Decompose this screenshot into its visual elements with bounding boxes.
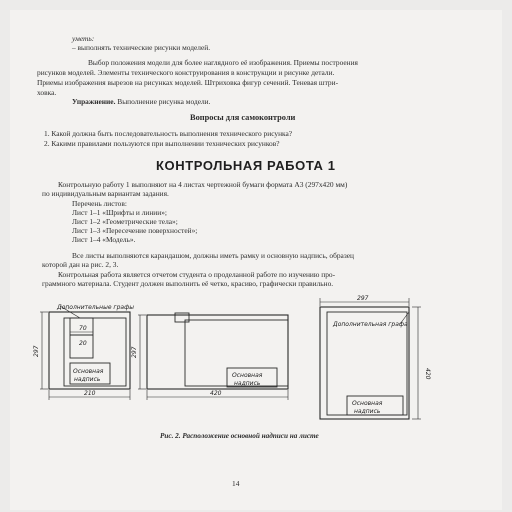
sheet-a3-landscape-outline [147,315,288,389]
stamp-label-line1: Основная [73,368,104,375]
dim-297-left: 297 [33,345,40,357]
para1-line: Выбор положения модели для более наглядного её изображения. Приемы построения [88,58,358,67]
para3-line: Контрольная работа является отчетом студента о проделанной работе по изучению про- [58,270,336,279]
dim-20: 20 [79,340,87,347]
questions-heading: Вопросы для самоконтроли [190,113,296,122]
para2-line: которой дан на рис. 2, 3. [42,260,119,269]
para1-line: Приемы изображения вырезов на рисунках моделей. Штриховка фигур сечений. Теневая штри- [37,78,339,87]
stamp-label-line2: надпись [74,376,101,383]
dim-70: 70 [79,325,87,332]
sheet-item: Лист 1–3 «Пересечение поверхностей»; [72,226,198,235]
para3-line: граммного материала. Студент должен выполнить её четко, красиво, графически правильно. [42,279,334,288]
sheet-item: Лист 1–1 «Шрифты и линии»; [72,208,167,217]
stamp-label-line1: Основная [232,372,263,379]
figure-caption: Рис. 2. Расположение основной надписи на листе [160,432,319,440]
stamp-label-line2: надпись [354,408,381,415]
question-item: 2. Какими правилами пользуются при выполнении технических рисунков? [44,139,280,148]
sheet-item: Лист 1–4 «Модель». [72,235,136,244]
additional-columns-label: Дополнительные графы [57,304,134,311]
stamp-label-line1: Основная [352,400,383,407]
intro-line: Контрольную работу 1 выполняют на 4 листах чертежной бумаги формата А3 (297х420 мм) [58,180,348,189]
additional-column-box [175,313,189,322]
intro-line: по индивидуальным вариантам задания. [42,189,169,198]
additional-column-label: Дополнительная графа [333,321,408,328]
question-item: 1. Какой должна быть последовательность выполнения технического рисунка? [44,129,293,138]
para2-line: Все листы выполняются карандашом, должны иметь рамку и основную надпись, образец [72,251,354,260]
para1-line: ховка. [37,88,57,97]
dim-297-mid: 297 [131,346,138,358]
page-number: 14 [232,479,240,488]
dim-210: 210 [84,390,96,397]
stamp-label-line2: надпись [234,380,261,387]
sheet-item: Лист 1–2 «Геометрические тела»; [72,217,178,226]
umet-label: уметь: [72,34,95,43]
exercise-text: Выполнение рисунка модели. [115,97,211,106]
dim-420-right: 420 [424,368,431,380]
dim-297-top: 297 [357,295,369,302]
control-title: КОНТРОЛЬНАЯ РАБОТА 1 [156,158,336,173]
additional-columns-box [70,318,93,358]
bullet-line: – выполнять технические рисунки моделей. [72,43,211,52]
dim-420-bottom: 420 [210,390,222,397]
para1-line: рисунков моделей. Элементы технического конструирования в конструкции и рисунке детали. [37,68,335,77]
exercise-label: Упражнение. [72,97,116,106]
list-title: Перечень листов: [72,199,127,208]
